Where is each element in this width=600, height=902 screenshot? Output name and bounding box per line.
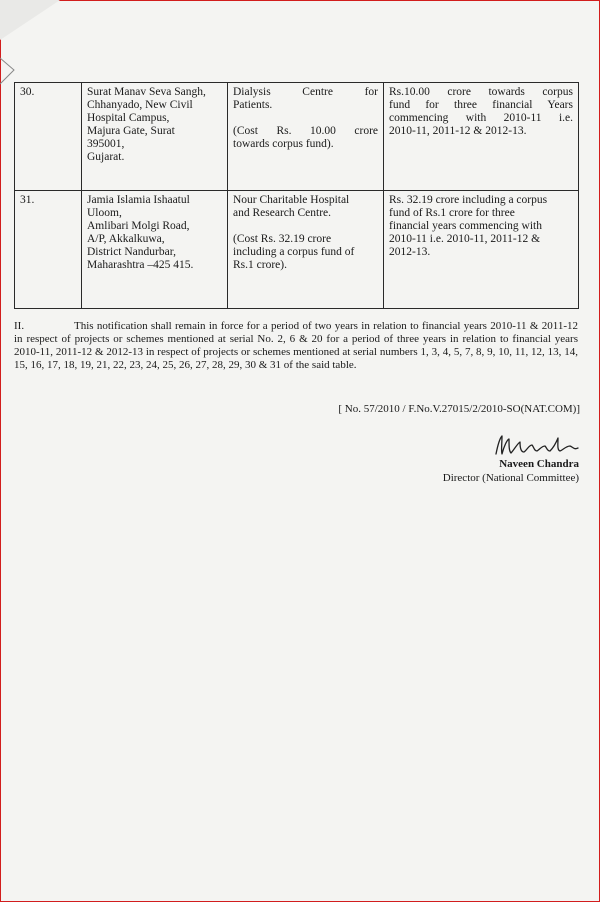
funding-line: 2010-11, 2011-12 & 2012-13.	[389, 125, 527, 137]
org-line: Gujarat.	[87, 151, 125, 163]
org-line: Chhanyado, New Civil	[87, 99, 193, 111]
project-line: Nour Charitable Hospital	[233, 194, 350, 206]
project-line: Patients.	[233, 99, 273, 111]
paragraph-number: II.	[14, 320, 25, 332]
org-line: Maharashtra –425 415.	[87, 259, 194, 271]
funding-line: 2012-13.	[389, 246, 431, 258]
projects-table	[14, 82, 579, 309]
funding-line: Rs.10.00 crore towards corpus	[389, 86, 573, 98]
funding-line: commencing with 2010-11 i.e.	[389, 112, 573, 124]
serial-cell	[15, 191, 82, 309]
cost-line: towards corpus fund).	[233, 138, 334, 150]
serial-number: 31.	[20, 194, 35, 206]
project-cell	[228, 83, 384, 191]
paragraph-text: This notification shall remain in force for a period of two years in relation to financial years 2010-11 & 2011-12 in respect of projects or schemes mentioned at serial No. 2, 6 & 20 for a period of three years in relation to financial years 2010-11, 2011-12 & 2012-13 in respect of projects or schemes mentioned at serial numbers 1, 3, 4, 5, 7, 8, 9, 10, 11, 12, 13, 14, 15, 16, 17, 18, 19, 21, 22, 23, 24, 25, 26, 27, 28, 29, 30 & 31 of the said table.	[14, 320, 578, 371]
org-line: Majura Gate, Surat	[87, 125, 175, 137]
funding-line: 2010-11 i.e. 2010-11, 2011-12 &	[389, 233, 541, 245]
org-line: Hospital Campus,	[87, 112, 170, 124]
funding-line: financial years commencing with	[389, 220, 542, 232]
project-line: Dialysis Centre for	[233, 86, 378, 98]
serial-cell	[15, 83, 82, 191]
project-cell	[228, 191, 384, 309]
organisation-cell	[82, 191, 228, 309]
project-line: and Research Centre.	[233, 207, 332, 219]
org-line: Jamia Islamia Ishaatul	[87, 194, 190, 206]
signatory-title: Director (National Committee)	[442, 472, 579, 484]
file-reference: [ No. 57/2010 / F.No.V.27015/2/2010-SO(NAT.COM)]	[338, 403, 580, 415]
signatory-name: Naveen Chandra	[499, 458, 579, 470]
handwritten-signature	[490, 430, 585, 460]
funding-line: fund of Rs.1 crore for three	[389, 207, 515, 219]
funding-line: fund for three financial Years	[389, 99, 573, 111]
org-line: Surat Manav Seva Sangh,	[87, 86, 206, 98]
serial-number: 30.	[20, 86, 35, 98]
notification-paragraph	[14, 320, 578, 372]
cost-line: (Cost Rs. 10.00 crore	[233, 125, 378, 137]
funding-cell	[384, 191, 579, 309]
table-row-31	[15, 191, 579, 309]
org-line: Amlibari Molgi Road,	[87, 220, 190, 232]
funding-cell	[384, 83, 579, 191]
cost-line: (Cost Rs. 32.19 crore	[233, 233, 332, 245]
org-line: Uloom,	[87, 207, 122, 219]
funding-line: Rs. 32.19 crore including a corpus	[389, 194, 548, 206]
org-line: 395001,	[87, 138, 125, 150]
cost-line: Rs.1 crore).	[233, 259, 287, 271]
org-line: District Nandurbar,	[87, 246, 176, 258]
organisation-cell	[82, 83, 228, 191]
org-line: A/P, Akkalkuwa,	[87, 233, 165, 245]
cost-line: including a corpus fund of	[233, 246, 355, 258]
folded-corner-mark	[0, 0, 70, 90]
table-row-30	[15, 83, 579, 191]
